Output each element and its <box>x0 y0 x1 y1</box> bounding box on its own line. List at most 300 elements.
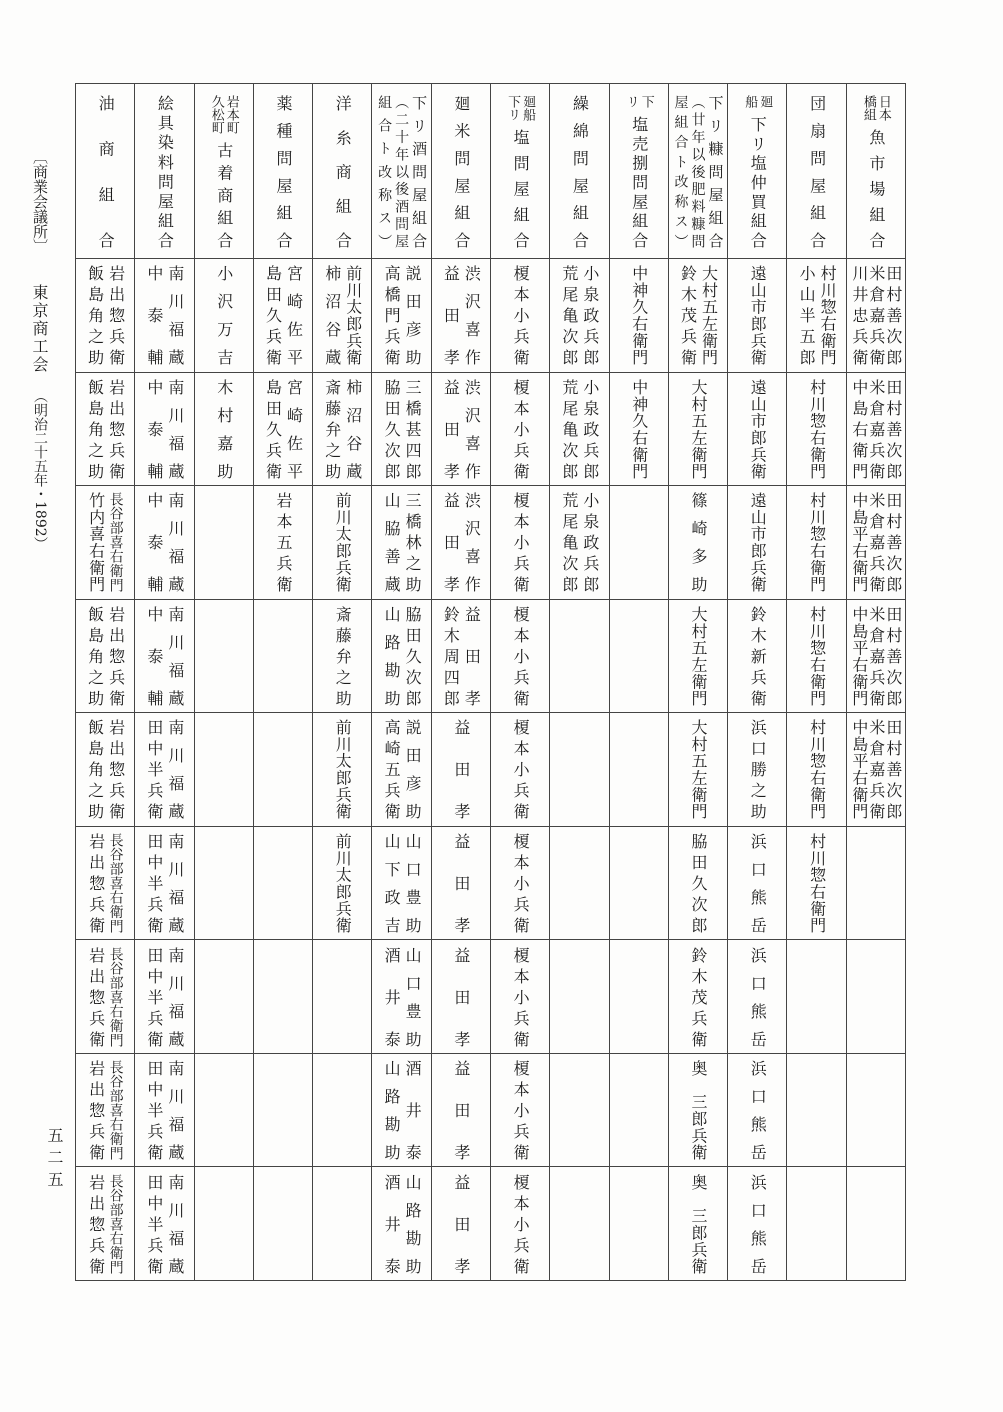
header-note-text: 組合ト改称ス） <box>376 95 393 248</box>
header-note-text: （廿年以後肥料糠問 <box>689 95 706 248</box>
member-cell <box>195 259 254 373</box>
member-cell <box>135 600 194 714</box>
member-cell <box>491 1167 550 1281</box>
union-header-cell <box>254 84 313 259</box>
member-name: 山路勘助 <box>403 1173 423 1274</box>
member-name: 南川福蔵 <box>165 265 185 366</box>
member-cell <box>787 486 846 600</box>
member-name: 宮崎佐平 <box>284 265 304 366</box>
member-cell <box>432 940 491 1054</box>
member-cell <box>669 713 728 827</box>
union-header-cell <box>313 84 372 259</box>
member-name: 山下政吉 <box>382 833 402 934</box>
union-header-cell <box>669 84 728 259</box>
header-text-group <box>672 95 725 248</box>
member-cell <box>787 600 846 714</box>
member-cell <box>550 713 609 827</box>
union-name-text: 薬種問屋組合 <box>273 95 293 248</box>
member-name: 岩出惣兵衛 <box>106 605 126 706</box>
member-cell <box>491 1054 550 1168</box>
member-name: 岩出惣兵衛 <box>86 946 106 1047</box>
member-name: 米倉嘉兵衛 <box>866 719 886 820</box>
member-cell <box>728 259 787 373</box>
member-cell <box>135 713 194 827</box>
member-cell <box>135 486 194 600</box>
member-name: 南川福蔵 <box>165 833 185 934</box>
union-header-cell <box>550 84 609 259</box>
member-cell <box>787 259 846 373</box>
member-cell <box>728 373 787 487</box>
member-cell <box>254 486 313 600</box>
member-name: 奥 三郎兵衛 <box>688 1173 708 1274</box>
member-cell <box>550 1054 609 1168</box>
member-name: 前川太郎兵衛 <box>333 492 353 593</box>
member-name: 浜口勝之助 <box>748 719 768 820</box>
member-cell <box>550 1167 609 1281</box>
member-name: 榎本小兵衛 <box>511 719 531 820</box>
member-cell <box>372 600 431 714</box>
union-name-text: 油商組合 <box>96 95 116 248</box>
member-name: 中神久右衛門 <box>629 265 649 366</box>
running-head-period: （明治二十五年・1892） <box>32 389 48 551</box>
member-cell <box>195 486 254 600</box>
member-cell <box>254 713 313 827</box>
member-name: 益田孝 <box>441 378 461 479</box>
member-name: 酒井泰 <box>403 1060 423 1161</box>
member-name: 益田孝 <box>441 492 461 593</box>
member-name: 浜口熊岳 <box>748 946 768 1047</box>
member-name: 遠山市郎兵衛 <box>748 492 768 593</box>
member-cell <box>610 259 669 373</box>
member-cell <box>610 373 669 487</box>
member-cell <box>491 600 550 714</box>
union-name-text: 団扇問屋組合 <box>807 95 827 248</box>
member-name: 村川惣右衛門 <box>807 378 827 479</box>
member-name: 川井忠兵衛 <box>849 265 869 366</box>
union-header-cell <box>610 84 669 259</box>
member-cell <box>372 373 431 487</box>
member-name: 脇田久次郎 <box>382 378 402 479</box>
member-cell <box>610 600 669 714</box>
member-name: 岩出惣兵衛 <box>106 378 126 479</box>
member-name: 鈴木茂兵衛 <box>678 265 698 366</box>
member-name: 田中半兵衛 <box>144 946 164 1047</box>
member-cell <box>313 827 372 941</box>
member-cell <box>728 827 787 941</box>
member-name: 榎本小兵衛 <box>511 265 531 366</box>
member-cell <box>254 600 313 714</box>
member-cell <box>135 827 194 941</box>
member-cell <box>787 827 846 941</box>
union-header-cell <box>195 84 254 259</box>
member-cell <box>372 1167 431 1281</box>
member-name: 小沢万吉 <box>214 265 234 366</box>
member-cell <box>787 1054 846 1168</box>
member-cell <box>669 373 728 487</box>
member-cell <box>195 1054 254 1168</box>
member-name: 榎本小兵衛 <box>511 833 531 934</box>
member-cell <box>432 259 491 373</box>
member-cell <box>313 713 372 827</box>
member-name: 浜口熊岳 <box>748 1060 768 1161</box>
member-name: 益田孝 <box>451 1060 471 1161</box>
member-cell <box>313 259 372 373</box>
header-warichu <box>862 95 890 121</box>
member-name: 村川惣右衛門 <box>807 492 827 593</box>
member-name: 脇田久次郎 <box>688 833 708 934</box>
member-cell <box>372 1054 431 1168</box>
member-name: 長谷部喜右衛門 <box>107 492 124 593</box>
member-cell <box>728 600 787 714</box>
member-cell <box>669 600 728 714</box>
member-name: 渋沢喜作 <box>462 378 482 479</box>
member-cell <box>669 940 728 1054</box>
member-cell <box>432 827 491 941</box>
member-name: 小山半五郎 <box>797 265 817 366</box>
union-name-text: 塩売捌問屋組合 <box>629 116 649 248</box>
member-name: 岩出惣兵衛 <box>86 1173 106 1274</box>
member-cell <box>254 827 313 941</box>
member-cell <box>432 600 491 714</box>
member-name: 小泉政兵郎 <box>580 492 600 593</box>
member-name: 村川惣右衛門 <box>807 719 827 820</box>
member-cell <box>491 373 550 487</box>
member-cell <box>372 827 431 941</box>
member-cell <box>254 259 313 373</box>
member-cell <box>610 713 669 827</box>
member-cell <box>669 486 728 600</box>
union-name-text: 古着商組合 <box>214 142 234 248</box>
header-warichu <box>506 95 534 121</box>
member-name: 飯島角之助 <box>85 265 105 366</box>
member-name: 高橋門兵衛 <box>382 265 402 366</box>
member-cell <box>432 713 491 827</box>
member-cell <box>847 373 906 487</box>
member-name: 南川福蔵 <box>165 1060 185 1161</box>
member-cell <box>135 1167 194 1281</box>
member-cell <box>76 486 135 600</box>
member-cell <box>491 940 550 1054</box>
member-name: 山口豊助 <box>403 833 423 934</box>
member-cell <box>135 259 194 373</box>
member-name: 榎本小兵衛 <box>511 378 531 479</box>
member-cell <box>195 940 254 1054</box>
member-name: 中泰輔 <box>144 605 164 706</box>
member-name: 酒井泰 <box>382 1173 402 1274</box>
member-cell <box>313 1054 372 1168</box>
member-cell <box>254 1167 313 1281</box>
member-cell <box>372 486 431 600</box>
member-name: 斎藤弁之助 <box>333 605 353 706</box>
union-name-text: 廻米問屋組合 <box>451 95 471 248</box>
member-name: 島田久兵衛 <box>263 265 283 366</box>
member-name: 飯島角之助 <box>85 378 105 479</box>
union-header-cell <box>787 84 846 259</box>
member-cell <box>787 1167 846 1281</box>
member-name: 宮崎佐平 <box>284 378 304 479</box>
member-name: 南川福蔵 <box>165 378 185 479</box>
member-cell <box>195 373 254 487</box>
member-cell <box>669 259 728 373</box>
member-name: 田中半兵衛 <box>144 1060 164 1161</box>
running-head-organization: 東京商工会 <box>30 284 49 374</box>
member-name: 中島平右衛門 <box>849 492 869 593</box>
member-name: 長谷部喜右衛門 <box>107 833 124 934</box>
union-name-text: 魚市場組合 <box>866 129 886 248</box>
member-cell <box>195 1167 254 1281</box>
member-name: 脇田久次郎 <box>403 605 423 706</box>
member-name: 三橋林之助 <box>403 492 423 593</box>
member-name: 前川太郎兵衛 <box>343 265 363 366</box>
member-name: 木村嘉助 <box>214 378 234 479</box>
member-name: 田村善次郎 <box>883 265 903 366</box>
member-name: 長谷部喜右衛門 <box>107 1173 124 1274</box>
member-cell <box>610 486 669 600</box>
member-cell <box>847 259 906 373</box>
member-cell <box>195 827 254 941</box>
member-cell <box>76 827 135 941</box>
member-cell <box>847 600 906 714</box>
member-cell <box>787 373 846 487</box>
member-name: 遠山市郎兵衛 <box>748 265 768 366</box>
union-header-cell <box>432 84 491 259</box>
union-name-text: 下リ糠問屋組合 <box>706 95 725 248</box>
member-name: 渋沢喜作 <box>462 265 482 366</box>
member-name: 米倉嘉兵衛 <box>866 265 886 366</box>
member-cell <box>135 373 194 487</box>
member-cell <box>728 940 787 1054</box>
member-name: 南川福蔵 <box>165 1173 185 1274</box>
member-cell <box>76 940 135 1054</box>
member-name: 榎本小兵衛 <box>511 1173 531 1274</box>
member-cell <box>372 259 431 373</box>
member-cell <box>728 1167 787 1281</box>
member-cell <box>550 373 609 487</box>
member-cell <box>550 827 609 941</box>
member-cell <box>610 1054 669 1168</box>
member-name: 酒井泰 <box>382 946 402 1047</box>
header-warichu-text: 廻 <box>757 95 773 108</box>
member-name: 前川太郎兵衛 <box>333 719 353 820</box>
union-name-text: 絵具染料問屋組合 <box>155 95 175 248</box>
header-warichu <box>210 95 238 134</box>
member-cell <box>432 1167 491 1281</box>
running-head-section: 〔商業会議所〕 <box>31 149 49 254</box>
member-name: 荒尾亀次郎 <box>559 265 579 366</box>
member-cell <box>372 940 431 1054</box>
member-name: 遠山市郎兵衛 <box>748 378 768 479</box>
member-name: 榎本小兵衛 <box>511 492 531 593</box>
member-cell <box>313 1167 372 1281</box>
member-name: 長谷部喜右衛門 <box>107 1060 124 1161</box>
member-cell <box>669 827 728 941</box>
member-name: 岩出惣兵衛 <box>86 1060 106 1161</box>
member-cell <box>313 373 372 487</box>
header-warichu-text: 下リ <box>505 95 521 121</box>
member-cell <box>76 600 135 714</box>
member-name: 榎本小兵衛 <box>511 946 531 1047</box>
member-name: 米倉嘉兵衛 <box>866 378 886 479</box>
member-name: 益田孝 <box>451 1173 471 1274</box>
union-name-text: 洋糸商組合 <box>333 95 353 248</box>
member-name: 村川惣右衛門 <box>807 833 827 934</box>
union-members-table <box>75 83 906 1281</box>
union-header-cell <box>728 84 787 259</box>
member-name: 奥 三郎兵衛 <box>688 1060 708 1161</box>
member-cell <box>610 940 669 1054</box>
header-warichu-text: 船 <box>742 95 758 108</box>
member-name: 島田久兵衛 <box>263 378 283 479</box>
header-note-text: 屋組合ト改称ス） <box>672 95 689 248</box>
member-cell <box>254 373 313 487</box>
header-warichu-text: 岩本町 <box>223 95 239 134</box>
member-name: 米倉嘉兵衛 <box>866 492 886 593</box>
member-cell <box>76 1054 135 1168</box>
member-name: 米倉嘉兵衛 <box>866 605 886 706</box>
member-cell <box>669 1167 728 1281</box>
header-warichu-text: 日本 <box>875 95 891 121</box>
member-cell <box>76 713 135 827</box>
member-name: 榎本小兵衛 <box>511 605 531 706</box>
member-name: 岩出惣兵衛 <box>106 265 126 366</box>
member-cell <box>313 486 372 600</box>
union-header-cell <box>135 84 194 259</box>
member-cell <box>76 373 135 487</box>
member-name: 山脇善蔵 <box>382 492 402 593</box>
member-cell <box>313 940 372 1054</box>
member-cell <box>847 713 906 827</box>
member-name: 益田孝 <box>451 833 471 934</box>
member-name: 岩本五兵衛 <box>273 492 293 593</box>
member-cell <box>195 713 254 827</box>
member-cell <box>550 940 609 1054</box>
member-name: 浜口熊岳 <box>748 1173 768 1274</box>
union-name-text: 繰綿問屋組合 <box>570 95 590 248</box>
header-text-group <box>376 95 429 248</box>
member-name: 南川福蔵 <box>165 946 185 1047</box>
member-cell <box>491 827 550 941</box>
member-cell <box>491 486 550 600</box>
member-cell <box>728 486 787 600</box>
member-cell <box>610 1167 669 1281</box>
member-cell <box>432 486 491 600</box>
member-name: 鈴木周四郎 <box>441 605 461 706</box>
member-name: 山路勘助 <box>382 1060 402 1161</box>
member-cell <box>610 827 669 941</box>
member-name: 大村五左衛門 <box>699 265 719 366</box>
member-name: 柿沼谷蔵 <box>343 378 363 479</box>
member-cell <box>847 486 906 600</box>
member-name: 長谷部喜右衛門 <box>107 946 124 1047</box>
member-name: 篠崎多助 <box>688 492 708 593</box>
header-warichu <box>743 95 771 108</box>
member-cell <box>254 1054 313 1168</box>
member-cell <box>135 1054 194 1168</box>
member-name: 田村善次郎 <box>883 605 903 706</box>
member-name: 榎本小兵衛 <box>511 1060 531 1161</box>
member-cell <box>491 713 550 827</box>
member-name: 益田孝 <box>462 605 482 706</box>
union-header-cell <box>372 84 431 259</box>
member-name: 田中半兵衛 <box>144 833 164 934</box>
member-name: 中泰輔 <box>144 265 164 366</box>
member-name: 南川福蔵 <box>165 605 185 706</box>
union-name-text: 塩問屋組合 <box>511 129 531 248</box>
member-cell <box>787 940 846 1054</box>
member-cell <box>847 827 906 941</box>
member-cell <box>491 259 550 373</box>
member-name: 竹内喜右衛門 <box>86 492 106 593</box>
member-cell <box>550 259 609 373</box>
member-cell <box>847 1054 906 1168</box>
member-name: 田村善次郎 <box>883 492 903 593</box>
member-name: 渋沢喜作 <box>462 492 482 593</box>
member-name: 鈴木茂兵衛 <box>688 946 708 1047</box>
member-cell <box>728 1054 787 1168</box>
member-cell <box>195 600 254 714</box>
union-header-cell <box>847 84 906 259</box>
member-cell <box>550 600 609 714</box>
header-note-text: （二十年以後酒問屋 <box>393 95 410 248</box>
member-name: 浜口熊岳 <box>748 833 768 934</box>
union-name-text: 下リ塩仲買組合 <box>748 116 768 248</box>
member-cell <box>76 259 135 373</box>
member-name: 田中半兵衛 <box>144 1173 164 1274</box>
header-warichu-text: 下 <box>638 95 654 108</box>
member-name: 岩出惣兵衛 <box>86 833 106 934</box>
member-name: 山路勘助 <box>382 605 402 706</box>
member-cell <box>254 940 313 1054</box>
member-name: 村川惣右衛門 <box>807 605 827 706</box>
member-name: 中島平右衛門 <box>849 605 869 706</box>
header-warichu-text: 久松町 <box>208 95 224 134</box>
member-cell <box>847 940 906 1054</box>
header-warichu <box>625 95 653 108</box>
member-cell <box>432 373 491 487</box>
header-warichu-text: リ <box>623 95 639 108</box>
member-name: 田村善次郎 <box>883 378 903 479</box>
member-name: 中泰輔 <box>144 378 164 479</box>
member-cell <box>669 1054 728 1168</box>
member-name: 荒尾亀次郎 <box>559 378 579 479</box>
member-name: 大村五左衛門 <box>688 378 708 479</box>
member-name: 中島右衛門 <box>849 378 869 479</box>
member-name: 説田彦助 <box>403 265 423 366</box>
member-name: 村川惣右衛門 <box>818 265 838 366</box>
member-cell <box>76 1167 135 1281</box>
member-name: 益田孝 <box>451 946 471 1047</box>
header-warichu-text: 廻船 <box>520 95 536 121</box>
member-name: 田村善次郎 <box>883 719 903 820</box>
member-name: 益田孝 <box>451 719 471 820</box>
member-cell <box>372 713 431 827</box>
member-name: 鈴木新兵衛 <box>748 605 768 706</box>
member-name: 中神久右衛門 <box>629 378 649 479</box>
member-name: 高崎五兵衛 <box>382 719 402 820</box>
member-name: 中島平右衛門 <box>849 719 869 820</box>
member-name: 柿沼谷蔵 <box>322 265 342 366</box>
member-name: 飯島角之助 <box>85 605 105 706</box>
member-name: 田中半兵衛 <box>144 719 164 820</box>
member-cell <box>728 713 787 827</box>
union-header-cell <box>491 84 550 259</box>
member-cell <box>135 940 194 1054</box>
member-name: 小泉政兵郎 <box>580 265 600 366</box>
page-number: 五二五 <box>45 1127 64 1193</box>
header-warichu-text: 橋組 <box>860 95 876 121</box>
member-name: 大村五左衛門 <box>688 605 708 706</box>
member-cell <box>847 1167 906 1281</box>
